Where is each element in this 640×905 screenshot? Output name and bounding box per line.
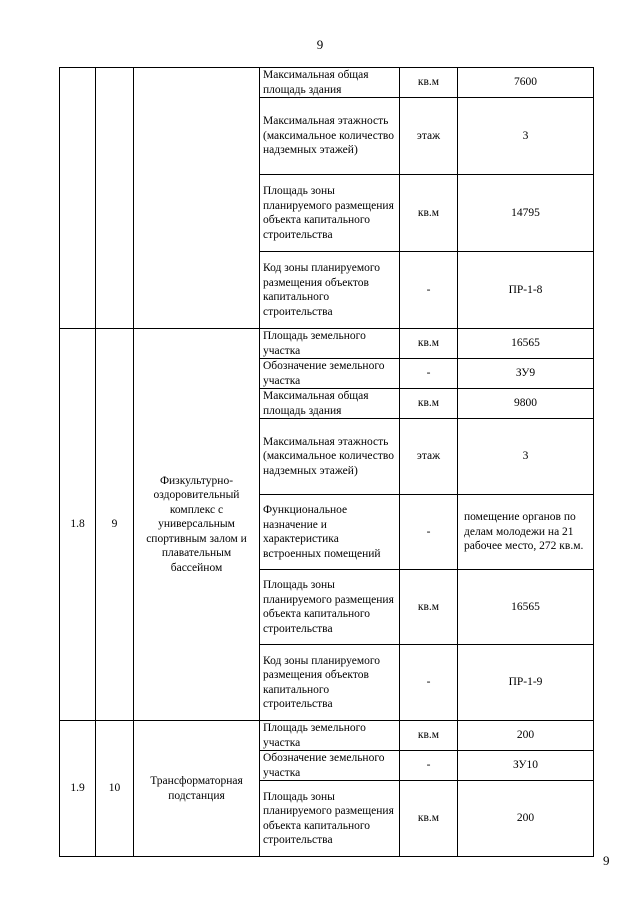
parameter-cell: Максимальная этажность (максимальное количество надземных этажей) <box>260 98 400 175</box>
table-row <box>60 329 594 359</box>
value-cell: 200 <box>458 781 594 857</box>
value-cell: 9800 <box>458 389 594 419</box>
value-cell: 200 <box>458 721 594 751</box>
value-cell: 3 <box>458 98 594 175</box>
zone-number-cell <box>96 68 134 329</box>
unit-cell: кв.м <box>400 721 458 751</box>
parameter-cell: Площадь зоны планируемого размещения объекта капитального строительства <box>260 570 400 645</box>
unit-cell: кв.м <box>400 175 458 252</box>
table-row <box>60 68 594 98</box>
parameter-cell: Обозначение земельного участка <box>260 359 400 389</box>
value-cell: 16565 <box>458 570 594 645</box>
value-cell: ПР-1-9 <box>458 645 594 721</box>
unit-cell: этаж <box>400 98 458 175</box>
value-cell: 3 <box>458 419 594 495</box>
value-cell: 14795 <box>458 175 594 252</box>
value-cell: 16565 <box>458 329 594 359</box>
unit-cell: кв.м <box>400 68 458 98</box>
unit-cell: - <box>400 252 458 329</box>
parameter-cell: Максимальная общая площадь здания <box>260 389 400 419</box>
unit-cell: - <box>400 495 458 570</box>
parameter-cell: Площадь зоны планируемого размещения объекта капитального строительства <box>260 175 400 252</box>
parameter-cell: Максимальная общая площадь здания <box>260 68 400 98</box>
unit-cell: кв.м <box>400 329 458 359</box>
row-number-cell <box>60 68 96 329</box>
unit-cell: кв.м <box>400 781 458 857</box>
parameter-cell: Код зоны планируемого размещения объектов капитального строительства <box>260 645 400 721</box>
table-row <box>60 721 594 751</box>
value-cell: ЗУ9 <box>458 359 594 389</box>
value-cell: помещение органов по делам молодежи на 21 рабочее место, 272 кв.м. <box>458 495 594 570</box>
parameter-cell: Площадь земельного участка <box>260 721 400 751</box>
unit-cell: кв.м <box>400 389 458 419</box>
zone-number-cell: 9 <box>96 329 134 721</box>
value-cell: ПР-1-8 <box>458 252 594 329</box>
row-number-cell: 1.9 <box>60 721 96 857</box>
page-number-top: 9 <box>316 37 324 52</box>
unit-cell: этаж <box>400 419 458 495</box>
unit-cell: - <box>400 645 458 721</box>
unit-cell: - <box>400 359 458 389</box>
parameters-table <box>59 67 594 857</box>
row-number-cell: 1.8 <box>60 329 96 721</box>
parameter-cell: Обозначение земельного участка <box>260 751 400 781</box>
unit-cell: - <box>400 751 458 781</box>
zone-number-cell: 10 <box>96 721 134 857</box>
parameter-cell: Максимальная этажность (максимальное количество надземных этажей) <box>260 419 400 495</box>
parameter-cell: Код зоны планируемого размещения объектов капитального строительства <box>260 252 400 329</box>
unit-cell: кв.м <box>400 570 458 645</box>
object-name-cell: Физкультурно-оздоровительный комплекс с универсальным спортивным залом и плавательным бассейном <box>134 329 260 721</box>
object-name-cell: Трансформаторная подстанция <box>134 721 260 857</box>
parameter-cell: Площадь земельного участка <box>260 329 400 359</box>
value-cell: ЗУ10 <box>458 751 594 781</box>
page-number-bottom: 9 <box>603 853 610 868</box>
parameter-cell: Площадь зоны планируемого размещения объекта капитального строительства <box>260 781 400 857</box>
value-cell: 7600 <box>458 68 594 98</box>
parameter-cell: Функциональное назначение и характеристика встроенных помещений <box>260 495 400 570</box>
object-name-cell <box>134 68 260 329</box>
